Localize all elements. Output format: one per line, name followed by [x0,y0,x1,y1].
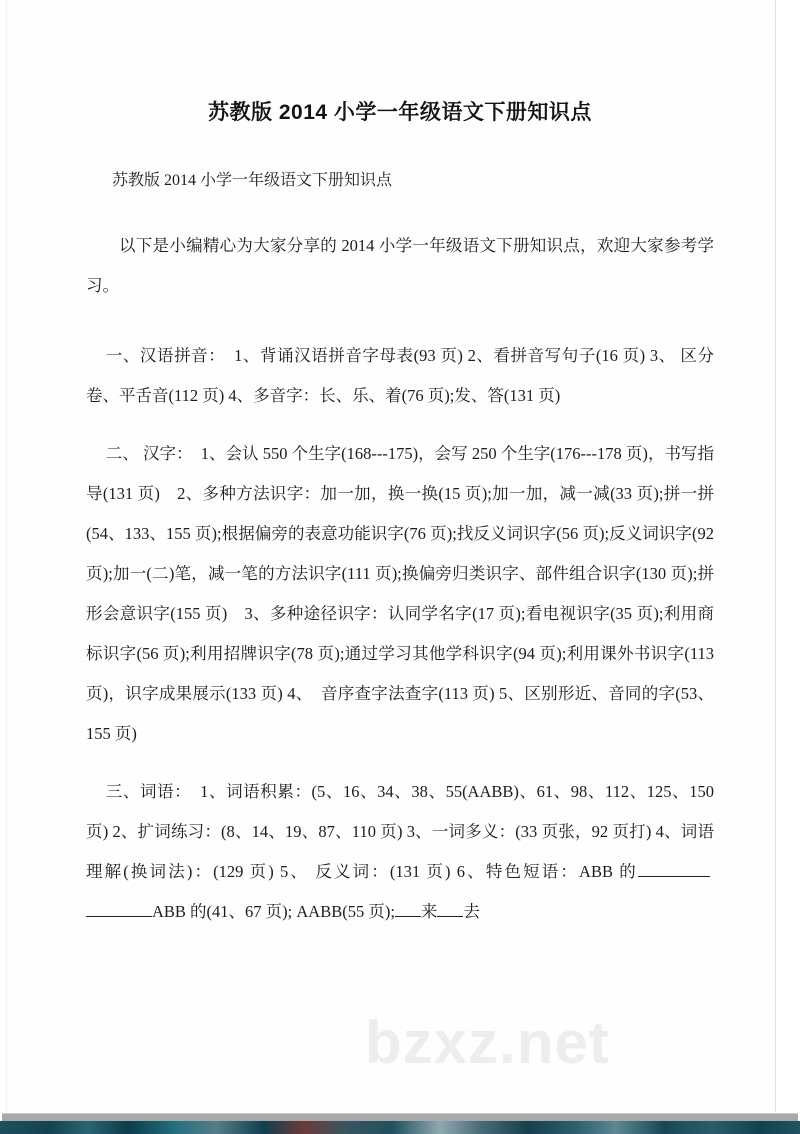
fill-blank-1 [638,876,710,877]
section-ciyu-tail-2: 去 [463,902,480,921]
section-ciyu-text-before-blanks: 三、词语： 1、词语积累：(5、16、34、38、55(AABB)、61、98、112、125、150 页) 2、扩词练习：(8、14、19、87、110 页) 3、一词多义：(33 页张，92 页打) 4、词语理解(换词法)：(129 页) 5、 反义词：(131 页) 6、特色短语：ABB 的 [86,782,714,881]
spacer-after-title [0,126,800,166]
section-hanzi: 二、 汉字： 1、会认 550 个生字(168---175)，会写 250 个生字(176---178 页)，书写指导(131 页) 2、多种方法识字：加一加，换一换(15 页);加一加，减一减(33 页);拼一拼(54、133、155 页);根据偏旁的表意功能识字(76 页);找反义词识字(56 页);反义词识字(92 页);加一(二)笔，减一笔的方法识字(111 页);换偏旁归类识字、部件组合识字(130 页);拼形会意识字(155 页) 3、多种途径识字：认同学名字(17 页);看电视识字(35 页);利用商标识字(56 页);利用招牌识字(78 页);通过学习其他学科识字(94 页);利用课外书识字(113 页)，识字成果展示(133 页) 4、 音序查字法查字(113 页) 5、区别形近、音同的字(53、155 页) [86,444,714,743]
section-ciyu-text-after-blanks: ABB 的(41、67 页); AABB(55 页); [152,902,395,921]
spacer-after-hanzi [86,754,714,772]
spacer-after-pinyin [86,416,714,434]
fill-blank-4 [437,916,463,917]
intro-paragraph: 以下是小编精心为大家分享的 2014 小学一年级语文下册知识点，欢迎大家参考学习。 [86,236,714,295]
fill-blank-3 [395,916,421,917]
site-watermark: bzxz.net [365,1009,610,1076]
spacer-after-intro [86,306,714,336]
document-body [86,166,714,932]
fill-blank-2 [86,916,152,917]
page-title: 苏教版 2014 小学一年级语文下册知识点 [208,101,592,124]
page-bottom-gray-bar [2,1113,798,1121]
spacer-after-subtitle [86,196,714,226]
section-ciyu [86,772,714,932]
document-subtitle: 苏教版 2014 小学一年级语文下册知识点 [112,172,393,189]
page-bottom-color-strip [0,1121,800,1134]
section-ciyu-tail-1: 来 [420,902,438,921]
section-pinyin: 一、汉语拼音： 1、背诵汉语拼音字母表(93 页) 2、看拼音写句子(16 页) 3、 区分卷、平舌音(112 页) 4、多音字：长、乐、着(76 页);发、答(131 页) [86,346,714,405]
